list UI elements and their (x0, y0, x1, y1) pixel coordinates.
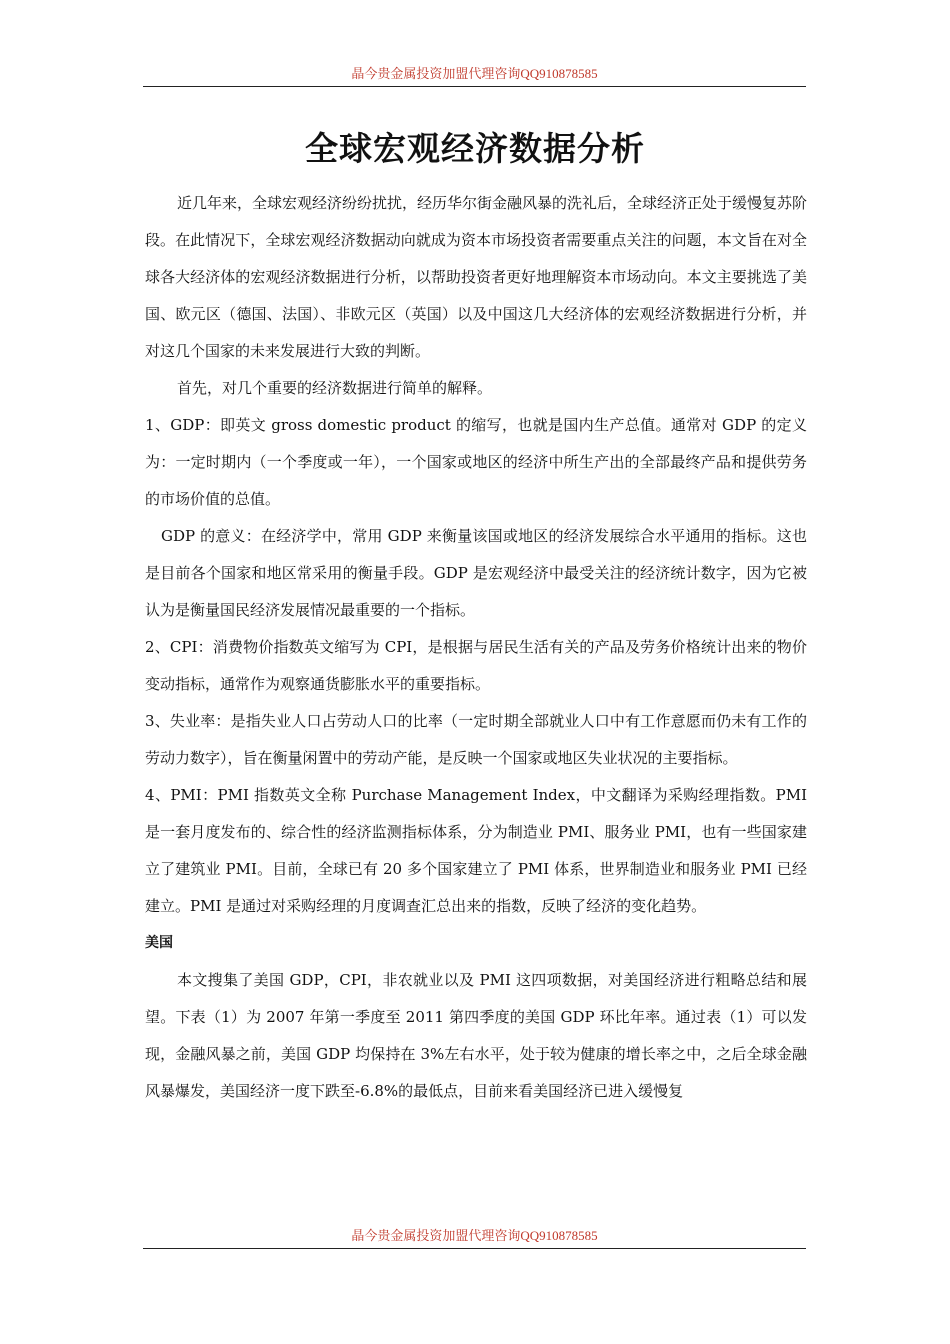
unemployment-paragraph: 3、失业率：是指失业人口占劳动人口的比率（一定时期全部就业人口中有工作意愿而仍未有工作的劳动力数字），旨在衡量闲置中的劳动产能，是反映一个国家或地区失业状况的主要指标。 (145, 712, 807, 767)
cpi-paragraph: 2、CPI：消费物价指数英文缩写为 CPI，是根据与居民生活有关的产品及劳务价格统计出来的物价变动指标，通常作为观察通货膨胀水平的重要指标。 (145, 638, 807, 693)
page-footer: 晶今贵金属投资加盟代理咨询QQ910878585 (143, 1226, 806, 1249)
gdp-definition-paragraph: 1、GDP：即英文 gross domestic product 的缩写，也就是国内生产总值。通常对 GDP 的定义为：一定时期内（一个季度或一年），一个国家或地区的经济中所生产出的全部最终产品和提供劳务的市场价值的总值。 (145, 416, 807, 508)
us-paragraph: 本文搜集了美国 GDP，CPI，非农就业以及 PMI 这四项数据，对美国经济进行粗略总结和展望。下表（1）为 2007 年第一季度至 2011 第四季度的美国 GDP 环比年率。通过表（1）可以发现，金融风暴之前，美国 GDP 均保持在 3%左右水平，处于较为健康的增长率之中，之后全球金融风暴爆发，美国经济一度下跌至-6.8%的最低点，目前来看美国经济已进入缓慢复 (145, 971, 807, 1100)
us-section-heading: 美国 (145, 935, 173, 951)
document-title: 全球宏观经济数据分析 (305, 129, 645, 168)
first-paragraph: 首先，对几个重要的经济数据进行简单的解释。 (177, 379, 493, 397)
pmi-paragraph: 4、PMI：PMI 指数英文全称 Purchase Management Index，中文翻译为采购经理指数。PMI 是一套月度发布的、综合性的经济监测指标体系，分为制造业 PMI、服务业 PMI，也有一些国家建立了建筑业 PMI。目前，全球已有 20 多个国家建立了 PMI 体系，世界制造业和服务业 PMI 已经建立。PMI 是通过对采购经理的月度调查汇总出来的指数，反映了经济的变化趋势。 (145, 786, 807, 915)
page-header: 晶今贵金属投资加盟代理咨询QQ910878585 (143, 64, 806, 87)
intro-paragraph: 近几年来，全球宏观经济纷纷扰扰，经历华尔街金融风暴的洗礼后，全球经济正处于缓慢复苏阶段。在此情况下，全球宏观经济数据动向就成为资本市场投资者需要重点关注的问题，本文旨在对全球各大经济体的宏观经济数据进行分析，以帮助投资者更好地理解资本市场动向。本文主要挑选了美国、欧元区（德国、法国）、非欧元区（英国）以及中国这几大经济体的宏观经济数据进行分析，并对这几个国家的未来发展进行大致的判断。 (145, 194, 808, 360)
document-body (145, 185, 807, 1110)
gdp-meaning-paragraph: GDP 的意义：在经济学中，常用 GDP 来衡量该国或地区的经济发展综合水平通用的指标。这也是目前各个国家和地区常采用的衡量手段。GDP 是宏观经济中最受关注的经济统计数字，因为它被认为是衡量国民经济发展情况最重要的一个指标。 (145, 527, 807, 619)
